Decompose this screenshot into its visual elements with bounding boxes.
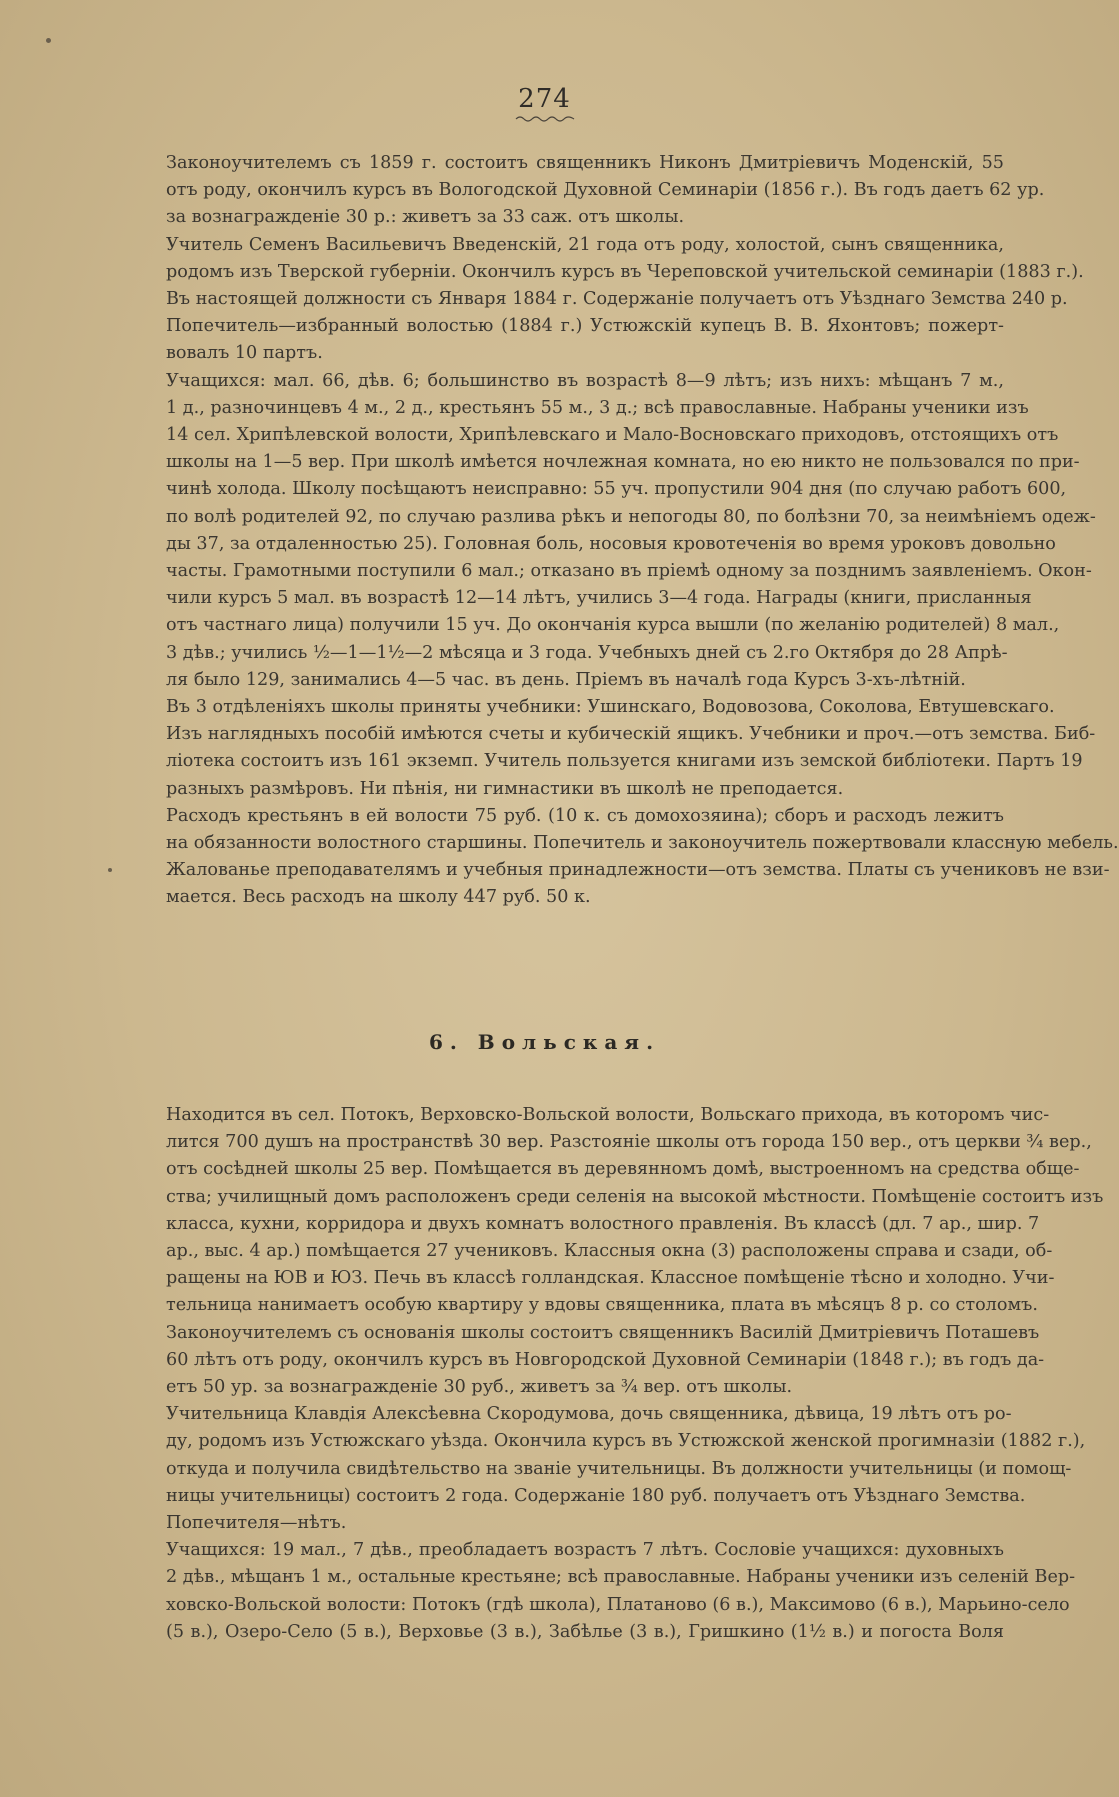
text-line: Жалованье преподавателямъ и учебныя принадлежности—отъ земства. Платы съ учениковъ не взи-	[166, 860, 1110, 881]
text-line: ля было 129, занимались 4—5 час. въ день. Пріемъ въ началѣ года Курсъ 3-хъ-лѣтній.	[166, 669, 966, 690]
text-line: ховско-Вольской волости: Потокъ (гдѣ школа), Платаново (6 в.), Максимово (6 в.), Марьино-село	[166, 1594, 1070, 1615]
text-line: отъ роду, окончилъ курсъ въ Вологодской Духовной Семинаріи (1856 г.). Въ годъ даетъ 62 ур.	[166, 180, 1045, 201]
text-line: Законоучителемъ съ основанія школы состоитъ священникъ Василій Дмитріевичъ Поташевъ	[166, 1322, 1040, 1343]
text-line: чинѣ холода. Школу посѣщаютъ неисправно: 55 уч. пропустили 904 дня (по случаю работъ 600,	[166, 479, 1067, 500]
text-line: часты. Грамотными поступили 6 мал.; отказано въ пріемѣ одному за позднимъ заявленіемъ. Окон-	[166, 561, 1092, 582]
text-line: ду, родомъ изъ Устюжскаго уѣзда. Окончила курсъ въ Устюжской женской прогимназіи (1882 г.),	[166, 1431, 1086, 1452]
text-line: Законоучителемъ съ 1859 г. состоитъ священникъ Никонъ Дмитріевичъ Моденскій, 55	[166, 153, 1004, 173]
ornament-flourish-icon	[514, 114, 576, 124]
text-line: Учащихся: мал. 66, дѣв. 6; большинство въ возрастѣ 8—9 лѣтъ; изъ нихъ: мѣщанъ 7 м.,	[166, 370, 1004, 391]
text-line: отъ сосѣдней школы 25 вер. Помѣщается въ деревянномъ домѣ, выстроенномъ на средства обще-	[166, 1159, 1080, 1180]
text-line: 1 д., разночинцевъ 4 м., 2 д., крестьянъ 55 м., 3 д.; всѣ православные. Набраны ученики изъ	[166, 397, 1029, 418]
text-line: Учитель Семенъ Васильевичъ Введенскій, 21 года отъ роду, холостой, сынъ священника,	[166, 234, 1004, 255]
text-line: класса, кухни, корридора и двухъ комнатъ волостного правленія. Въ классѣ (дл. 7 ар., шир. 7	[166, 1213, 1040, 1234]
text-line: на обязанности волостного старшины. Попечитель и законоучитель пожертвовали классную мебель.	[166, 833, 1119, 854]
text-line: 3 дѣв.; учились ½—1—1½—2 мѣсяца и 3 года. Учебныхъ дней съ 2.го Октября до 28 Апрѣ-	[166, 642, 1008, 663]
text-line: 2 дѣв., мѣщанъ 1 м., остальные крестьяне; всѣ православные. Набраны ученики изъ селеній Вер-	[166, 1567, 1076, 1588]
text-line: ды 37, за отдаленностью 25). Головная боль, носовыя кровотеченія во время уроковъ довольно	[166, 533, 1056, 554]
section-2-text	[166, 1102, 1104, 1646]
text-line: 60 лѣтъ отъ роду, окончилъ курсъ въ Новгородской Духовной Семинаріи (1848 г.); въ годъ да-	[166, 1349, 1045, 1370]
text-line: ницы учительницы) состоитъ 2 года. Содержаніе 180 руб. получаетъ отъ Уѣзднаго Земства.	[166, 1485, 1026, 1506]
text-line: откуда и получила свидѣтельство на званіе учительницы. Въ должности учительницы (и помощ-	[166, 1458, 1072, 1479]
page-number: 274	[518, 84, 571, 114]
paper-speck	[46, 38, 51, 43]
section-1-text	[166, 150, 1119, 912]
text-line: вовалъ 10 партъ.	[166, 343, 323, 364]
text-line: (5 в.), Озеро-Село (5 в.), Верховье (3 в.), Забѣлье (3 в.), Гришкино (1½ в.) и погоста Воля	[166, 1621, 1004, 1642]
text-line: родомъ изъ Тверской губерніи. Окончилъ курсъ въ Череповской учительской семинаріи (1883 г.).	[166, 261, 1084, 282]
text-line: тельница нанимаетъ особую квартиру у вдовы священника, плата въ мѣсяцъ 8 р. со столомъ.	[166, 1295, 1038, 1316]
text-line: отъ частнаго лица) получили 15 уч. До окончанія курса вышли (по желанію родителей) 8 мал.,	[166, 615, 1060, 636]
text-line: мается. Весь расходъ на школу 447 руб. 50 к.	[166, 887, 591, 908]
text-line: ліотека состоитъ изъ 161 экземп. Учитель пользуется книгами изъ земской библіотеки. Партъ 19	[166, 751, 1083, 772]
text-line: етъ 50 ур. за вознагражденіе 30 руб., живетъ за ¾ вер. отъ школы.	[166, 1377, 793, 1398]
text-line: лится 700 душъ на пространствѣ 30 вер. Разстояніе школы отъ города 150 вер., отъ церкви ¾ вер.,	[166, 1132, 1092, 1153]
text-line: Попечитель—избранный волостью (1884 г.) Устюжскій купецъ В. В. Яхонтовъ; пожерт-	[166, 316, 1004, 337]
text-line: ращены на ЮВ и ЮЗ. Печь въ классѣ голландская. Классное помѣщеніе тѣсно и холодно. Учи-	[166, 1268, 1055, 1289]
text-line: ар., выс. 4 ар.) помѣщается 27 учениковъ. Классныя окна (3) расположены справа и сзади, об-	[166, 1241, 1053, 1262]
text-line: Въ настоящей должности съ Января 1884 г. Содержаніе получаетъ отъ Уѣзднаго Земства 240 р.	[166, 289, 1068, 310]
text-line: школы на 1—5 вер. При школѣ имѣется ночлежная комната, но ею никто не пользовался по при-	[166, 452, 1080, 473]
text-line: по волѣ родителей 92, по случаю разлива рѣкъ и непогоды 80, по болѣзни 70, за неимѣніемъ одеж-	[166, 506, 1096, 527]
text-line: Попечителя—нѣтъ.	[166, 1513, 347, 1534]
text-line: 14 сел. Хрипѣлевской волости, Хрипѣлевскаго и Мало-Восновскаго приходовъ, отстоящихъ отъ	[166, 425, 1059, 446]
text-line: ства; училищный домъ расположенъ среди селенія на высокой мѣстности. Помѣщеніе состоитъ изъ	[166, 1186, 1104, 1207]
text-line: Учительница Клавдія Алексѣевна Скородумова, дочь священника, дѣвица, 19 лѣтъ отъ ро-	[166, 1404, 1012, 1425]
text-line: Въ 3 отдѣленіяхъ школы приняты учебники: Ушинскаго, Водовозова, Соколова, Евтушевскаго.	[166, 697, 1055, 718]
text-line: Учащихся: 19 мал., 7 дѣв., преобладаетъ возрастъ 7 лѣтъ. Сословіе учащихся: духовныхъ	[166, 1540, 1004, 1561]
text-line: Изъ наглядныхъ пособій имѣются счеты и кубическій ящикъ. Учебники и проч.—отъ земства. Биб-	[166, 724, 1096, 745]
text-line: за вознагражденіе 30 р.: живетъ за 33 саж. отъ школы.	[166, 207, 685, 228]
section-heading: 6. Вольская.	[428, 1030, 661, 1054]
text-line: Расходъ крестьянъ в ей волости 75 руб. (10 к. съ домохозяина); сборъ и расходъ лежитъ	[166, 805, 1004, 826]
text-line: разныхъ размѣровъ. Ни пѣнія, ни гимнастики въ школѣ не преподается.	[166, 778, 844, 799]
text-line: чили курсъ 5 мал. въ возрастѣ 12—14 лѣтъ, учились 3—4 года. Награды (книги, присланныя	[166, 588, 1032, 609]
text-line: Находится въ сел. Потокъ, Верховско-Вольской волости, Вольскаго прихода, въ которомъ чис-	[166, 1105, 1050, 1125]
paper-speck	[108, 868, 112, 872]
